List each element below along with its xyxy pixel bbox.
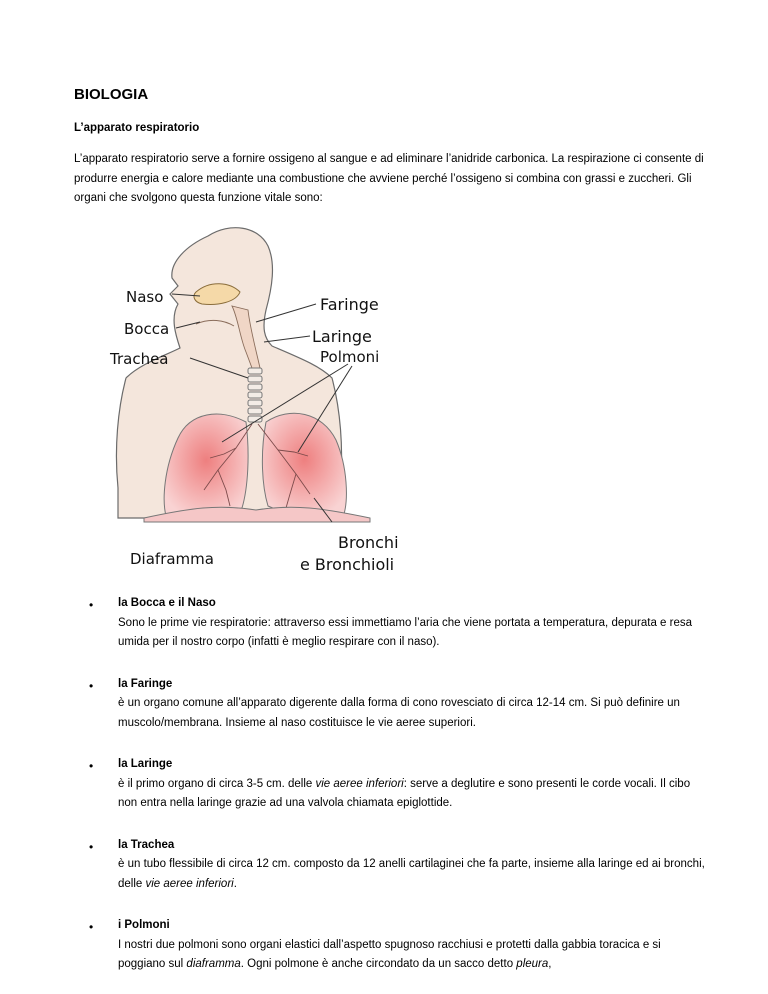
- list-item-title: i Polmoni: [118, 919, 170, 931]
- list-item: [0, 594, 708, 653]
- list-item-body: [118, 617, 692, 649]
- bullet-icon: •: [89, 598, 94, 612]
- list-item-title: la Laringe: [118, 758, 173, 770]
- label-bocca: Bocca: [124, 320, 170, 338]
- trachea-rings: [248, 368, 262, 422]
- intro-paragraph: L’apparato respiratorio serve a fornire ossigeno al sangue e ad eliminare l’anidride carbonica. La respirazione ci consente di produrre energia e calore mediante una combustione che avviene perché l’ossigeno si combina con grassi e zuccheri. Gli organi che svolgono questa funzione vitale sono:: [74, 153, 704, 204]
- label-laringe: Laringe: [312, 327, 372, 346]
- body-text: : serve a deglutire e sono presenti le corde vocali. Il cibo non entra nella laringe grazie ad una valvola chiamata epiglottide.: [118, 777, 691, 809]
- bullet-icon: •: [89, 920, 94, 934]
- organ-list: [0, 594, 768, 975]
- bullet-icon: •: [89, 678, 94, 693]
- bullet-icon: •: [89, 759, 94, 773]
- label-diaframma: Diaframma: [130, 550, 214, 568]
- section-subtitle: L’apparato respiratorio: [74, 122, 200, 134]
- label-trachea: Trachea: [110, 350, 169, 368]
- list-item: [0, 836, 708, 895]
- body-text: è un tubo flessibile di circa 12 cm. composto da 12 anelli cartilaginei che fa parte, insieme alla laringe ed ai bronchi, delle: [118, 858, 705, 890]
- list-item-title: la Faringe: [118, 677, 173, 690]
- body-text: .: [233, 877, 237, 890]
- label-bronchi: Bronchi: [338, 533, 399, 552]
- body-text: . Ogni polmone è anche circondato da un sacco detto: [240, 958, 517, 970]
- list-item: [0, 916, 708, 975]
- label-bronchioli: e Bronchioli: [300, 555, 395, 574]
- body-text: I nostri due polmoni sono organi elastici dall’aspetto spugnoso racchiusi e protetti dalla gabbia toracica e si poggiano sul: [118, 938, 661, 970]
- body-text: ,: [548, 958, 552, 970]
- bullet-icon: •: [89, 839, 94, 854]
- list-item-body: [118, 858, 705, 890]
- body-text: Sono le prime vie respiratorie: attraverso essi immettiamo l’aria che viene portata a temperatura, depurata e resa umida per il nostro corpo (infatti è meglio respirare con il naso).: [118, 616, 692, 648]
- label-faringe: Faringe: [320, 295, 379, 314]
- label-naso: Naso: [126, 288, 164, 306]
- list-item-body: [118, 778, 690, 810]
- document-title: BIOLOGIA: [74, 86, 149, 103]
- italic-term: vie aeree inferiori: [145, 877, 234, 890]
- list-item-body: [118, 939, 661, 971]
- body-text: è un organo comune all’apparato digerente dalla forma di cono rovesciato di circa 12-14 cm. Si può definire un muscolo/membrana. Insieme al naso costituisce le vie aeree superiori.: [118, 697, 680, 729]
- list-item-body: [118, 697, 680, 729]
- list-item-title: la Bocca e il Naso: [118, 597, 216, 609]
- respiratory-system-diagram: [100, 218, 420, 578]
- italic-term: diaframma: [186, 958, 241, 970]
- list-item-title: la Trachea: [118, 838, 175, 851]
- italic-term: vie aeree inferiori: [315, 777, 404, 790]
- italic-term: pleura: [516, 958, 549, 970]
- label-polmoni: Polmoni: [320, 348, 380, 366]
- body-text: è il primo organo di circa 3-5 cm. delle: [118, 777, 316, 790]
- list-item: [0, 755, 708, 814]
- list-item: [0, 675, 708, 734]
